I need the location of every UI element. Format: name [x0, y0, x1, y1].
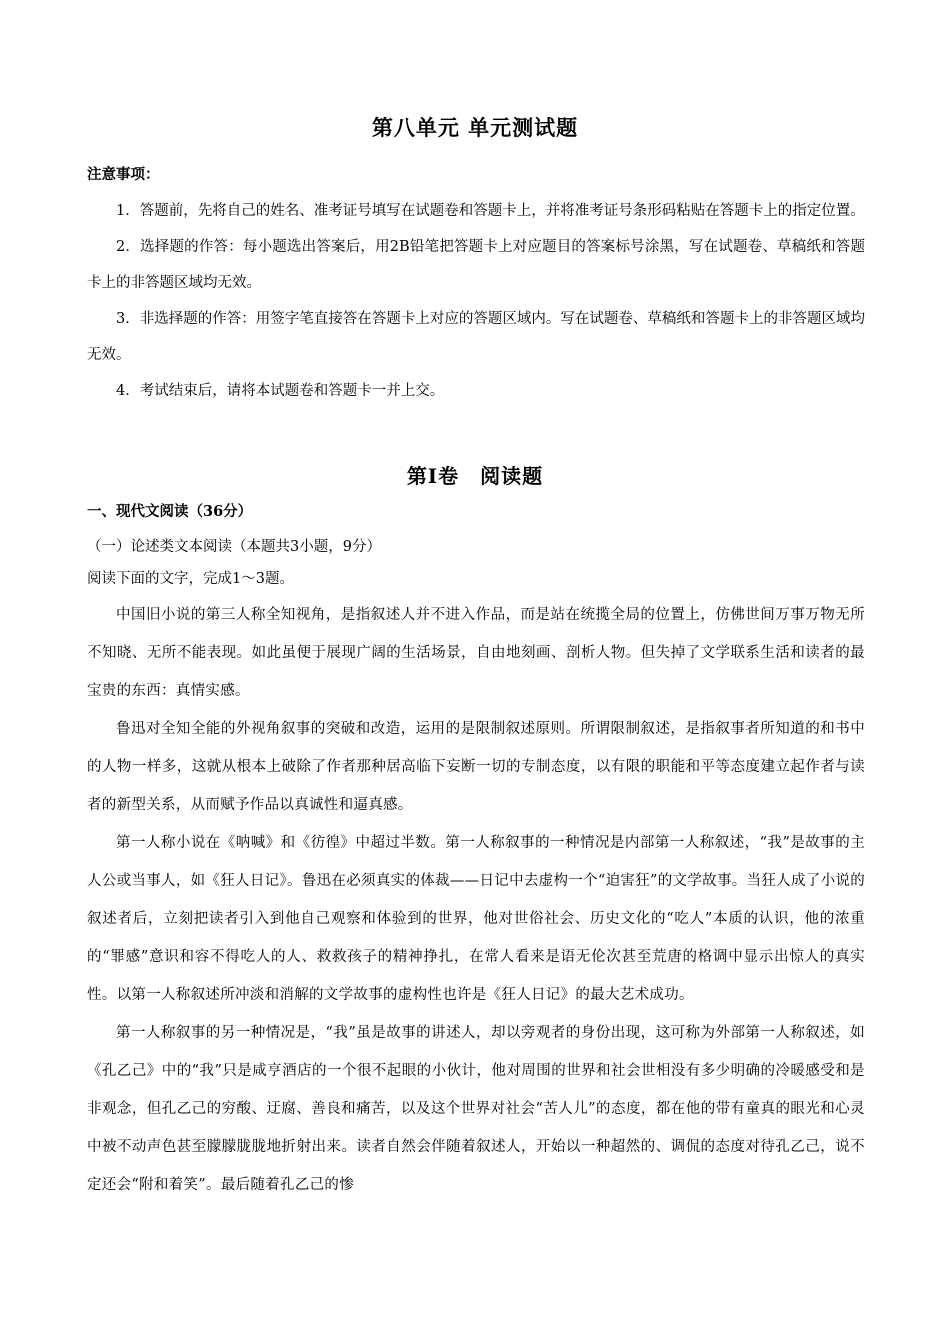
note-item: 4．考试结束后，请将本试题卷和答题卡一并上交。 [116, 383, 445, 399]
passage-paragraph: 第一人称叙事的另一种情况是，“我”虽是故事的讲述人，却以旁观者的身份出现，这可称为外部第一人称叙述，如《孔乙己》中的“我”只是咸亨酒店的一个很不起眼的小伙计，他对周围的世界和社会世相没有多少明确的冷暖感受和是非观念，但孔乙己的穷酸、迂腐、善良和痛苦，以及这个世界对社会“苦人儿”的态度，都在他的带有童真的眼光和心灵中被不动声色甚至朦朦胧胧地折射出来。读者自然会伴随着叙述人，开始以一种超然的、调侃的态度对待孔乙己，说不定还会“附和着笑”。最后随着孔乙己的惨 [87, 1025, 865, 1193]
page-title: 第八单元 单元测试题 [371, 115, 579, 140]
passage-paragraph: 中国旧小说的第三人称全知视角，是指叙述人并不进入作品，而是站在统揽全局的位置上，仿佛世间万事万物无所不知晓、无所不能表现。如此虽便于展现广阔的生活场景，自由地刻画、剖析人物。但失掉了文学联系生活和读者的最宝贵的东西：真情实感。 [87, 607, 865, 699]
part-heading: 一、现代文阅读（36分） [87, 503, 253, 520]
passage-paragraph: 第一人称小说在《呐喊》和《彷徨》中超过半数。第一人称叙事的一种情况是内部第一人称叙述，“我”是故事的主人公或当事人，如《狂人日记》。鲁迅在必须真实的体裁——日记中去虚构一个“迫害狂”的文学故事。当狂人成了小说的叙述者后，立刻把读者引入到他自己观察和体验到的世界，他对世俗社会、历史文化的“吃人”本质的认识，他的浓重的“罪感”意识和容不得吃人的人、救救孩子的精神挣扎，在常人看来是语无伦次甚至荒唐的格调中显示出惊人的真实性。以第一人称叙述所冲淡和消解的文学故事的虚构性也许是《狂人日记》的最大艺术成功。 [87, 835, 865, 1003]
sub-heading: （一）论述类文本阅读（本题共3小题，9分） [87, 539, 381, 555]
instruction: 阅读下面的文字，完成1～3题。 [87, 571, 294, 587]
section-title: 第Ⅰ卷 阅读题 [406, 464, 544, 488]
note-item: 1．答题前，先将自己的姓名、准考证号填写在试题卷和答题卡上，并将准考证号条形码粘贴在答题卡上的指定位置。 [116, 203, 865, 219]
note-item: 3．非选择题的作答：用签字笔直接答在答题卡上对应的答题区域内。写在试题卷、草稿纸和答题卡上的非答题区域均无效。 [87, 311, 865, 363]
notes-heading: 注意事项： [87, 166, 160, 183]
note-item: 2．选择题的作答：每小题选出答案后，用2B铅笔把答题卡上对应题目的答案标号涂黑，写在试题卷、草稿纸和答题卡上的非答题区域均无效。 [87, 239, 865, 291]
reading-passage [87, 596, 865, 1204]
notes-list [87, 193, 865, 409]
passage-paragraph: 鲁迅对全知全能的外视角叙事的突破和改造，运用的是限制叙述原则。所谓限制叙述，是指叙事者所知道的和书中的人物一样多，这就从根本上破除了作者那种居高临下妄断一切的专制态度，以有限的职能和平等态度建立起作者与读者的新型关系，从而赋予作品以真诚性和逼真感。 [87, 721, 865, 813]
